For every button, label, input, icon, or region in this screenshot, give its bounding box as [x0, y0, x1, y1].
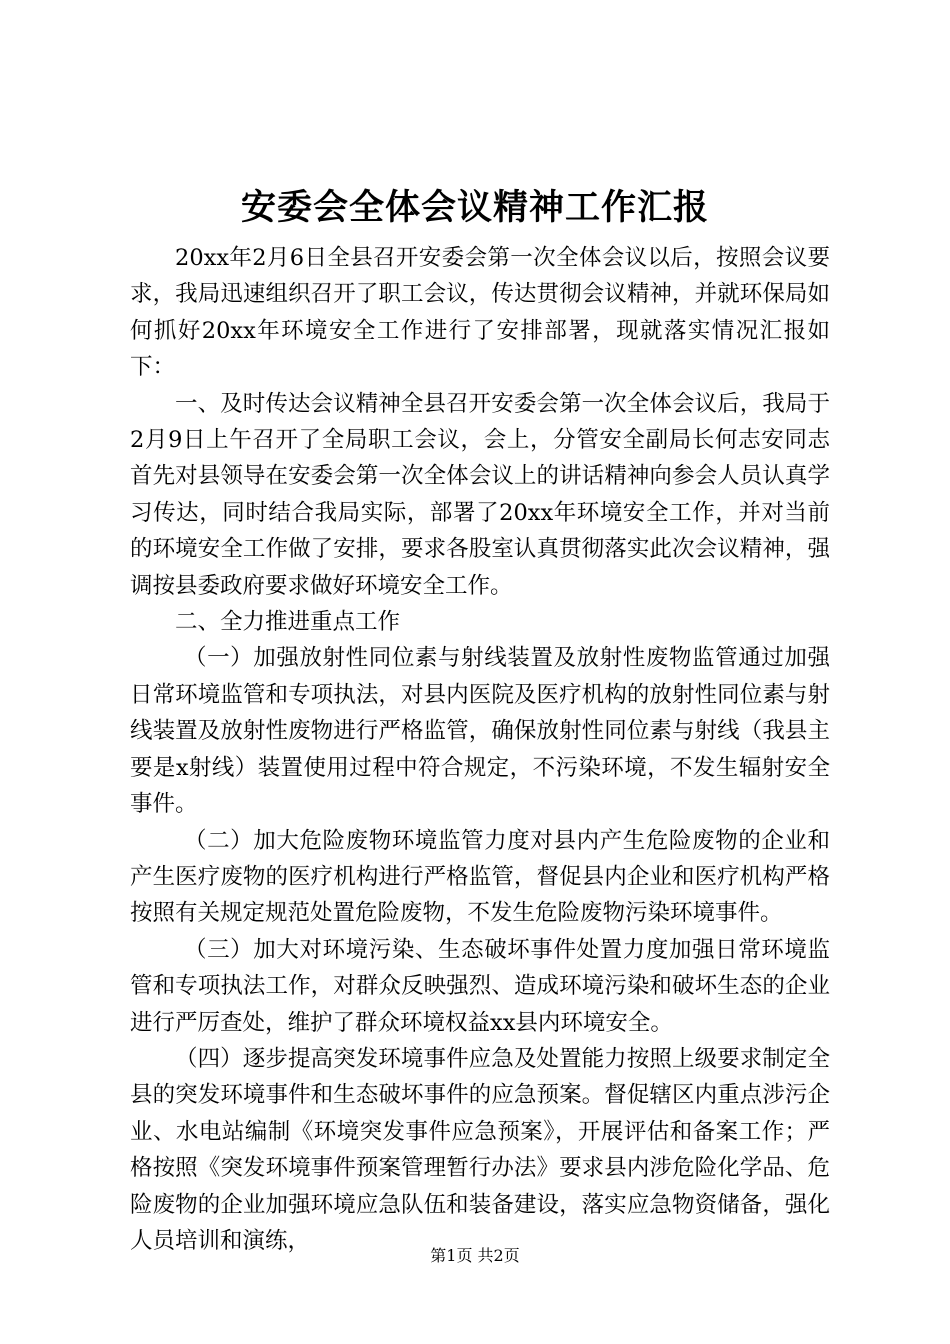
- paragraph-intro: 20xx年2月6日全县召开安委会第一次全体会议以后，按照会议要求，我局迅速组织召开了职工会议，传达贯彻会议精神，并就环保局如何抓好20xx年环境安全工作进行了安排部署，现就落实情况汇报如下：: [130, 245, 830, 381]
- paragraph-item-2: （二）加大危险废物环境监管力度对县内产生危险废物的企业和产生医疗废物的医疗机构进行严格监管，督促县内企业和医疗机构严格按照有关规定规范处置危险废物，不发生危险废物污染环境事件。: [130, 827, 830, 927]
- document-body: [130, 240, 830, 1259]
- paragraph-section-1: 一、及时传达会议精神全县召开安委会第一次全体会议后，我局于2月9日上午召开了全局职工会议，会上，分管安全副局长何志安同志首先对县领导在安委会第一次全体会议上的讲话精神向参会人员认真学习传达，同时结合我局实际，部署了20xx年环境安全工作，并对当前的环境安全工作做了安排，要求各股室认真贯彻落实此次会议精神，强调按县委政府要求做好环境安全工作。: [130, 390, 830, 599]
- document-title: 安委会全体会议精神工作汇报: [240, 187, 709, 228]
- paragraph-item-1: （一）加强放射性同位素与射线装置及放射性废物监管通过加强日常环境监管和专项执法，对县内医院及医疗机构的放射性同位素与射线装置及放射性废物进行严格监管，确保放射性同位素与射线（我县主要是x射线）装置使用过程中符合规定，不污染环境，不发生辐射安全事件。: [130, 645, 830, 818]
- paragraph-section-2-heading: 二、全力推进重点工作: [175, 609, 401, 636]
- page-footer: 第1页 共2页: [430, 1246, 520, 1265]
- paragraph-item-4: （四）逐步提高突发环境事件应急及处置能力按照上级要求制定全县的突发环境事件和生态破坏事件的应急预案。督促辖区内重点涉污企业、水电站编制《环境突发事件应急预案》，开展评估和备案工作；严格按照《突发环境事件预案管理暂行办法》要求县内涉危险化学品、危险废物的企业加强环境应急队伍和装备建设，落实应急物资储备，强化人员培训和演练，: [130, 1045, 830, 1254]
- paragraph-item-3: （三）加大对环境污染、生态破坏事件处置力度加强日常环境监管和专项执法工作，对群众反映强烈、造成环境污染和破坏生态的企业进行严厉查处，维护了群众环境权益xx县内环境安全。: [130, 936, 830, 1036]
